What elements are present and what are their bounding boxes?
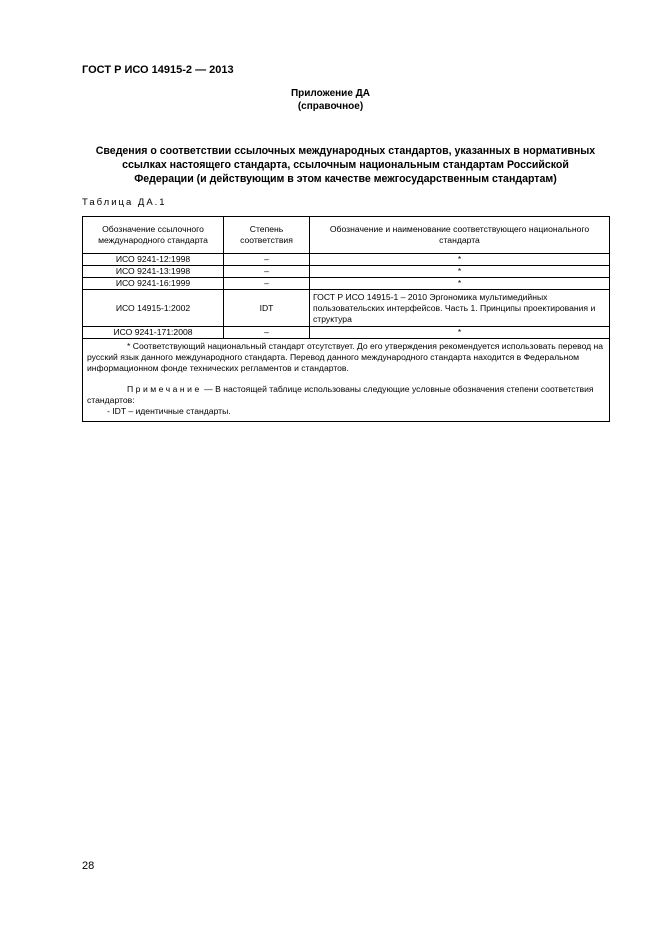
cell-degree: – bbox=[224, 254, 310, 266]
cell-degree: IDT bbox=[224, 290, 310, 327]
document-code-header: ГОСТ Р ИСО 14915-2 — 2013 bbox=[82, 64, 234, 76]
table-row bbox=[83, 278, 610, 290]
cell-national: * bbox=[310, 266, 610, 278]
table-row bbox=[83, 254, 610, 266]
cell-intl: ИСО 9241-13:1998 bbox=[83, 266, 224, 278]
header-degree: Степень соответствия bbox=[224, 217, 310, 254]
section-title-line: Федерации (и действующим в этом качестве межгосударственным стандартам) bbox=[134, 173, 557, 185]
table-row bbox=[83, 266, 610, 278]
table-row bbox=[83, 290, 610, 327]
cell-degree: – bbox=[224, 327, 310, 339]
header-intl-standard: Обозначение ссылочного международного стандарта bbox=[83, 217, 224, 254]
cell-intl: ИСО 9241-16:1999 bbox=[83, 278, 224, 290]
section-title-line: ссылках настоящего стандарта, ссылочным национальным стандартам Российской bbox=[122, 159, 569, 171]
section-title-line: Сведения о соответствии ссылочных международных стандартов, указанных в нормативных bbox=[95, 145, 596, 157]
section-title bbox=[80, 144, 611, 186]
footnote: * Соответствующий национальный стандарт отсутствует. До его утверждения рекомендуется использовать перевод на русский язык данного международного стандарта. Перевод данного международного стандарта находится в Федеральном информационном фонде технических регламентов и стандартов. bbox=[87, 341, 604, 373]
table-footer-row bbox=[83, 339, 610, 422]
table-caption: Таблица ДА.1 bbox=[82, 197, 167, 208]
annex-subtitle: (справочное) bbox=[297, 101, 364, 112]
note-item: - IDT – идентичные стандарты. bbox=[107, 406, 231, 416]
cell-national: * bbox=[310, 278, 610, 290]
table-note bbox=[87, 384, 605, 406]
cell-intl: ИСО 9241-12:1998 bbox=[83, 254, 224, 266]
annex-title: Приложение ДА bbox=[290, 88, 371, 99]
cell-national: * bbox=[310, 254, 610, 266]
cell-intl: ИСО 9241-171:2008 bbox=[83, 327, 224, 339]
cell-degree: – bbox=[224, 266, 310, 278]
table-header-row bbox=[83, 217, 610, 254]
header-national-standard: Обозначение и наименование соответствующего национального стандарта bbox=[310, 217, 610, 254]
note-text: — В настоящей таблице использованы следующие условные обозначения степени соответствия стандартов: bbox=[87, 384, 594, 405]
note-label: Примечание bbox=[127, 384, 202, 394]
page-number: 28 bbox=[82, 860, 95, 872]
cell-national: ГОСТ Р ИСО 14915-1 – 2010 Эргономика мультимедийных пользовательских интерфейсов. Часть 1. Принципы проектирования и структура bbox=[310, 290, 610, 327]
correspondence-table bbox=[82, 216, 610, 422]
cell-national: * bbox=[310, 327, 610, 339]
cell-intl: ИСО 14915-1:2002 bbox=[83, 290, 224, 327]
table-footer bbox=[83, 339, 610, 422]
table-row bbox=[83, 327, 610, 339]
cell-degree: – bbox=[224, 278, 310, 290]
